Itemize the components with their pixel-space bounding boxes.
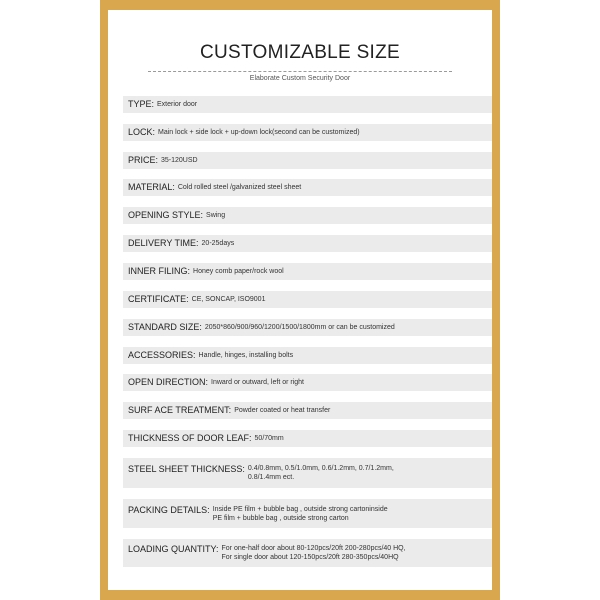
spec-row-inner-filing [123,263,492,280]
spec-row-accessories [123,347,492,364]
spec-row-open-direction [123,374,492,391]
page-title: CUSTOMIZABLE SIZE [199,42,401,63]
spec-row-loading-quantity [123,539,492,567]
spec-value: Main lock + side lock + up-down lock(second can be customized) [158,129,360,136]
spec-value: 50/70mm [254,435,284,442]
spec-label: DELIVERY TIME: [128,238,199,248]
spec-label: OPENING STYLE: [128,210,204,220]
spec-value: 0.4/0.8mm, 0.5/1.0mm, 0.6/1.2mm, 0.7/1.2mm, 0.8/1.4mm ect. [247,465,394,481]
spec-row-delivery-time [123,235,492,252]
spec-row-packing-details [123,499,492,528]
spec-value: Cold rolled steel /galvanized steel sheet [177,184,302,191]
spec-row-material [123,179,492,196]
spec-row-surface-treatment [123,402,492,419]
spec-value: Handle, hinges, installing bolts [198,352,294,359]
spec-row-opening-style [123,207,492,224]
spec-row-steel-sheet-thickness [123,458,492,488]
spec-value: Exterior door [157,101,198,108]
title-divider [148,71,452,72]
spec-value: Honey comb paper/rock wool [193,268,284,275]
spec-label: STEEL SHEET THICKNESS: [128,464,245,474]
spec-value: 2050*860/900/960/1200/1500/1800mm or can be customized [204,324,395,331]
spec-value: 20-25days [201,240,235,247]
spec-row-certificate [123,291,492,308]
spec-label: LOCK: [128,127,156,137]
spec-label: MATERIAL: [128,182,175,192]
spec-label: PACKING DETAILS: [128,505,210,515]
spec-card [108,10,492,590]
spec-label: ACCESSORIES: [128,350,196,360]
spec-value: For one-half door about 80-120pcs/20ft 200-280pcs/40 HQ, For single door about 120-150pcs/20ft 280-350pcs/40HQ [221,545,406,561]
spec-row-standard-size [123,319,492,336]
spec-row-door-leaf-thickness [123,430,492,447]
spec-label: OPEN DIRECTION: [128,377,209,387]
spec-label: SURF ACE TREATMENT: [128,405,232,415]
spec-label: CERTIFICATE: [128,294,189,304]
spec-value: Inward or outward, left or right [211,379,305,386]
spec-label: STANDARD SIZE: [128,322,202,332]
spec-value: Powder coated or heat transfer [234,407,331,414]
spec-label: TYPE: [128,99,155,109]
spec-row-price [123,152,492,169]
spec-value: 35-120USD [161,157,198,164]
spec-label: PRICE: [128,155,159,165]
spec-row-lock [123,124,492,141]
spec-label: LOADING QUANTITY: [128,544,219,554]
spec-row-type [123,96,492,113]
spec-label: THICKNESS OF DOOR LEAF: [128,433,252,443]
spec-value: Swing [206,212,226,219]
gold-frame [100,0,500,600]
spec-value: CE, SONCAP, ISO9001 [191,296,266,303]
spec-label: INNER FILING: [128,266,191,276]
spec-value: Inside PE film + bubble bag , outside strong cartoninside PE film + bubble bag , outside strong carton [212,506,388,522]
page-subtitle: Elaborate Custom Security Door [249,75,351,82]
